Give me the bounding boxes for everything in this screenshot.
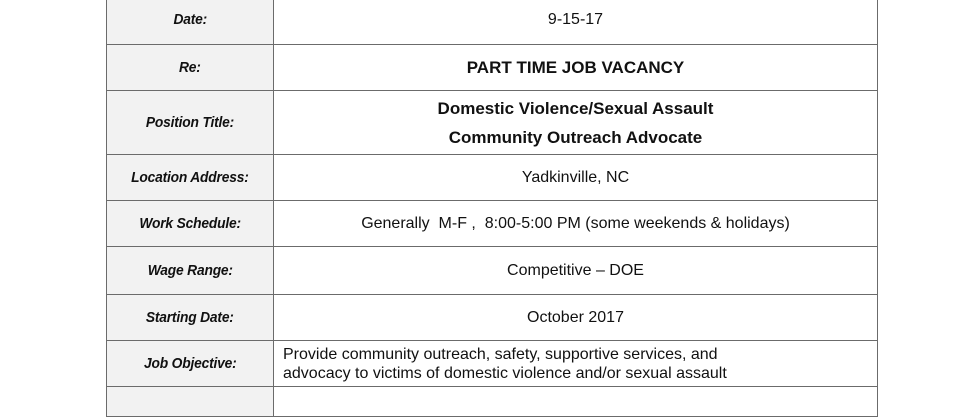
position-title-line-1: Domestic Violence/Sexual Assault	[437, 98, 714, 118]
job-objective-line-1: Provide community outreach, safety, supportive services, and	[283, 345, 718, 363]
table-row-work-schedule	[107, 201, 878, 247]
position-title-value	[274, 91, 878, 155]
table-row-starting-date	[107, 295, 878, 341]
partial-row-value	[274, 387, 878, 417]
date-label: Date:	[107, 0, 274, 45]
re-label: Re:	[107, 45, 274, 91]
position-title-label: Position Title:	[107, 91, 274, 155]
table-row-wage-range	[107, 247, 878, 295]
job-objective-value	[274, 341, 878, 387]
job-objective-label: Job Objective:	[107, 341, 274, 387]
starting-date-label: Starting Date:	[107, 295, 274, 341]
table-row-position-title	[107, 91, 878, 155]
table-row-partial	[107, 387, 878, 417]
table-row-location	[107, 155, 878, 201]
job-posting-sheet	[106, 0, 878, 417]
work-schedule-value: Generally M-F , 8:00-5:00 PM (some weekends & holidays)	[274, 201, 878, 247]
table-row-date	[107, 0, 878, 45]
location-address-value: Yadkinville, NC	[274, 155, 878, 201]
re-value: PART TIME JOB VACANCY	[274, 45, 878, 91]
job-posting-table	[106, 0, 878, 417]
location-address-label: Location Address:	[107, 155, 274, 201]
table-row-re	[107, 45, 878, 91]
wage-range-label: Wage Range:	[107, 247, 274, 295]
position-title-line-2: Community Outreach Advocate	[448, 127, 703, 147]
partial-row-label	[107, 387, 274, 417]
starting-date-value: October 2017	[274, 295, 878, 341]
date-value: 9-15-17	[274, 0, 878, 45]
table-row-job-objective	[107, 341, 878, 387]
wage-range-value: Competitive – DOE	[274, 247, 878, 295]
work-schedule-label: Work Schedule:	[107, 201, 274, 247]
job-objective-line-2: advocacy to victims of domestic violence and/or sexual assault	[283, 364, 727, 382]
